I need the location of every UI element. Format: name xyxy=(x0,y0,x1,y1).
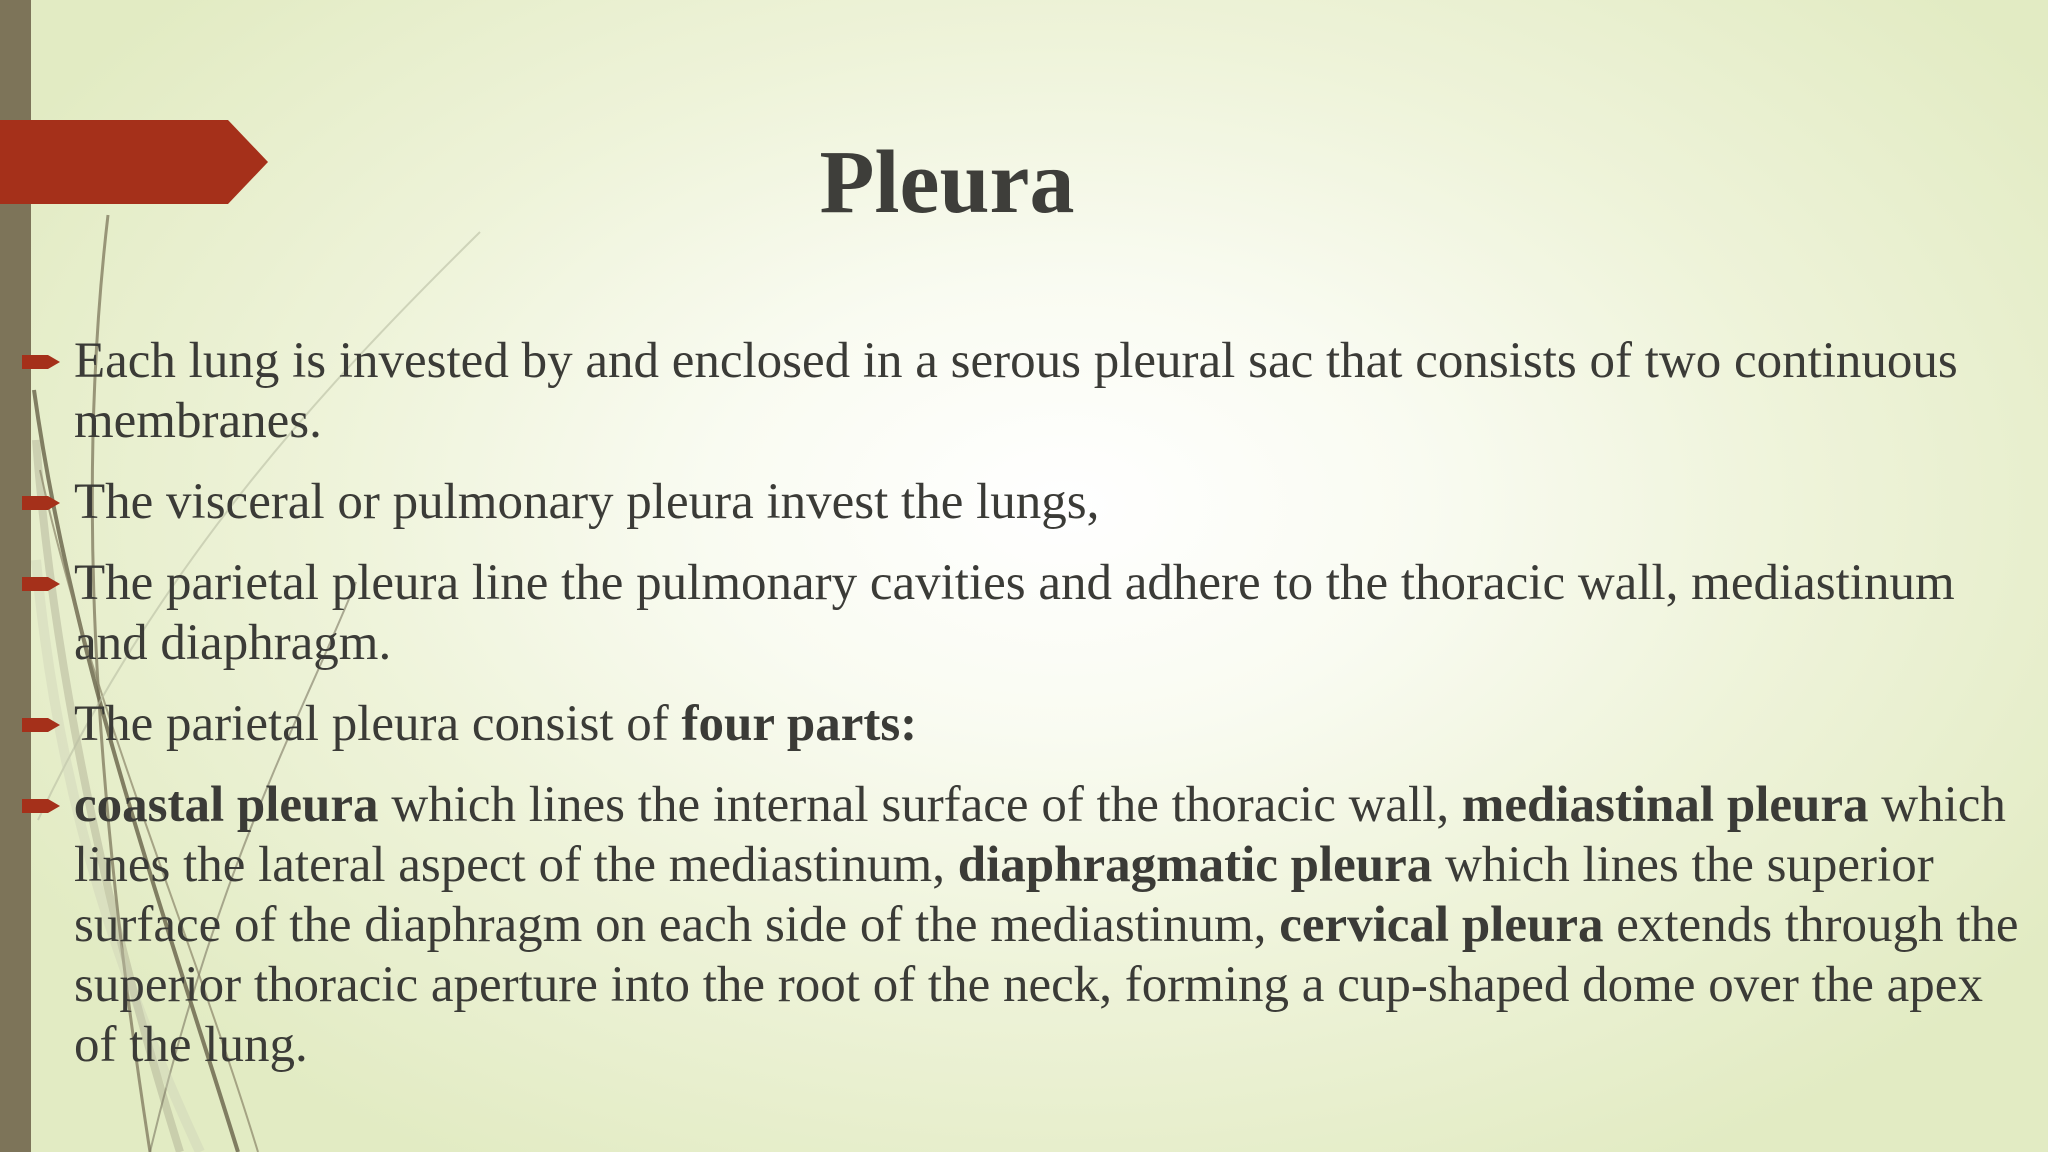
term-description: which lines the lateral aspect of the mediastinum, xyxy=(74,777,2006,893)
bullet-item xyxy=(74,694,2034,754)
bullet-text: Each lung is invested by and enclosed in a serous pleural sac that consists of two continuous membranes. xyxy=(74,333,1958,449)
bullet-bold-text: four parts: xyxy=(681,696,918,752)
arrow-bullet-icon xyxy=(22,350,62,374)
bullet-item xyxy=(74,553,2034,673)
bullet-text: The parietal pleura line the pulmonary cavities and adhere to the thoracic wall, mediastinum and diaphragm. xyxy=(74,555,1955,671)
term-description: extends through the superior thoracic aperture into the root of the neck, forming a cup-shaped dome over the apex of the lung. xyxy=(74,897,2019,1073)
term-description: which lines the superior surface of the diaphragm on each side of the mediastinum, xyxy=(74,837,1934,953)
term-diaphragmatic-pleura: diaphragmatic pleura xyxy=(957,837,1433,893)
term-cervical-pleura: cervical pleura xyxy=(1279,897,1604,953)
bullet-item xyxy=(74,331,2034,451)
arrow-bullet-icon xyxy=(22,713,62,737)
slide-title: Pleura xyxy=(819,133,1075,232)
arrow-bullet-icon xyxy=(22,491,62,515)
term-description: which lines the internal surface of the thoracic wall, xyxy=(378,777,1462,833)
term-mediastinal-pleura: mediastinal pleura xyxy=(1461,777,1869,833)
arrow-bullet-icon xyxy=(22,572,62,596)
bullet-text: The visceral or pulmonary pleura invest the lungs, xyxy=(74,474,1100,530)
term-coastal-pleura: coastal pleura xyxy=(74,777,379,833)
bullet-text: The parietal pleura consist of xyxy=(74,696,682,752)
bullet-list xyxy=(74,331,2034,1096)
bullet-item xyxy=(74,472,2034,532)
bullet-item xyxy=(74,775,2034,1075)
arrow-bullet-icon xyxy=(22,794,62,818)
